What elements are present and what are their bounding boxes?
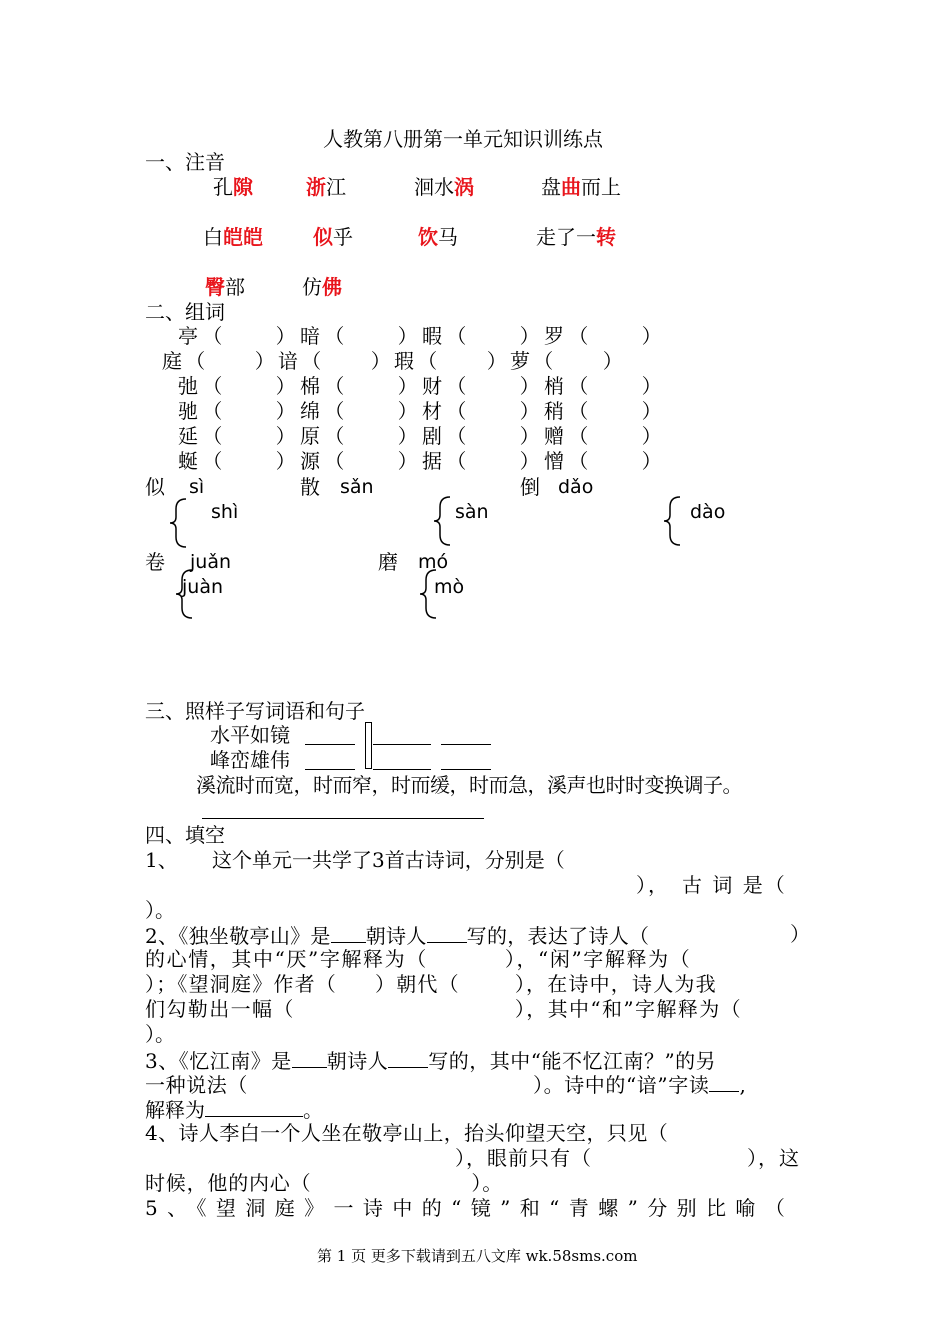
- question-text: 4、诗人李白一个人坐在敬亭山上，抬头仰望天空，只见（: [145, 1121, 669, 1145]
- pinyin-word: 臀部: [205, 275, 245, 299]
- section-2-heading: 二、组词: [145, 300, 225, 324]
- text-cursor-box: [365, 722, 372, 769]
- section-1-heading: 一、注音: [145, 150, 225, 174]
- pinyin-word: 走了一转: [536, 225, 616, 249]
- poly-char: 似: [145, 475, 165, 499]
- poly-char: 磨: [378, 550, 398, 574]
- question-text: ），眼前只有（ ），这: [455, 1146, 800, 1170]
- word-group-row: 庭（ ）谙（ ）瑕（ ）萝（ ）: [162, 349, 626, 373]
- poly-pinyin: juàn: [182, 576, 224, 598]
- question-text: ）。: [145, 1022, 175, 1046]
- answer-blank[interactable]: [305, 744, 355, 745]
- pinyin-word: 似乎: [313, 225, 353, 249]
- poly-pinyin: dǎo: [558, 476, 594, 498]
- question-text: 一种说法（ ）。诗中的“谙”字读 ,: [145, 1073, 747, 1097]
- answer-blank[interactable]: [441, 744, 491, 745]
- pinyin-word: 盘曲而上: [541, 175, 621, 199]
- poly-pinyin: dào: [690, 501, 726, 523]
- pinyin-word: 洄水涡: [414, 175, 474, 199]
- brace-icon: [432, 495, 454, 547]
- question-text: 5、《望洞庭》一诗中的“镜”和“青螺”分别比喻（: [145, 1196, 795, 1220]
- poly-char: 卷: [145, 550, 165, 574]
- question-text: 解释为 。: [145, 1098, 323, 1122]
- question-text: 2、《独坐敬亭山》是 朝诗人 写的，表达了诗人（: [145, 924, 650, 948]
- question-text: 3、《忆江南》是 朝诗人 写的，其中“能不忆江南？”的另: [145, 1049, 717, 1073]
- example-word: 峰峦雄伟: [210, 748, 290, 772]
- answer-blank[interactable]: [305, 769, 355, 770]
- answer-blank[interactable]: [202, 818, 484, 819]
- brace-icon: [662, 495, 684, 547]
- answer-blank[interactable]: [441, 769, 491, 770]
- example-sentence: 溪流时而宽，时而窄，时而缓，时而急，溪声也时时变换调子。: [196, 773, 742, 797]
- question-text: 这个单元一共学了3首古诗词，分别是（: [212, 848, 565, 872]
- word-group-row: 亭（ ）暗（ ）暇（ ）罗（ ）: [178, 324, 666, 348]
- section-4-heading: 四、填空: [145, 823, 225, 847]
- question-text: ）: [790, 922, 810, 946]
- poly-pinyin: sì: [189, 476, 205, 498]
- word-group-row: 弛（ ）棉（ ）财（ ）梢（ ）: [178, 374, 666, 398]
- poly-char: 散: [300, 475, 320, 499]
- word-group-row: 驰（ ）绵（ ）材（ ）稍（ ）: [178, 399, 666, 423]
- poly-pinyin: sǎn: [340, 476, 374, 498]
- poly-pinyin: mó: [418, 551, 449, 573]
- word-group-row: 蜒（ ）源（ ）据（ ）憎（ ）: [178, 449, 666, 473]
- question-number: 1、: [145, 848, 178, 872]
- pinyin-word: 白皑皑: [203, 225, 263, 249]
- answer-blank[interactable]: [373, 769, 431, 770]
- question-text: ）；《望洞庭》作者（ ）朝代（ ），在诗中，诗人为我: [145, 972, 717, 996]
- question-text: 们勾勒出一幅（ ），其中“和”字解释为（: [145, 997, 743, 1021]
- poly-pinyin: sàn: [455, 501, 489, 523]
- page-footer: 第 1 页 更多下载请到五八文库 wk.58sms.com: [317, 1247, 638, 1265]
- pinyin-word: 饮马: [418, 225, 458, 249]
- poly-pinyin: shì: [211, 501, 239, 523]
- answer-blank[interactable]: [373, 744, 431, 745]
- word-group-row: 延（ ）原（ ）剧（ ）赠（ ）: [178, 424, 666, 448]
- question-text: 的心情，其中“厌”字解释为（ ），“闲”字解释为（: [145, 947, 692, 971]
- question-text: ）。: [145, 898, 175, 922]
- example-word: 水平如镜: [210, 723, 290, 747]
- poly-pinyin: mò: [434, 576, 465, 598]
- pinyin-word: 浙江: [306, 175, 346, 199]
- brace-icon: [168, 497, 190, 549]
- pinyin-word: 孔隙: [213, 175, 253, 199]
- page-title: 人教第八册第一单元知识训练点: [323, 127, 603, 151]
- poly-pinyin: juǎn: [190, 551, 232, 573]
- question-text: 时候，他的内心（ ）。: [145, 1171, 504, 1195]
- section-3-heading: 三、照样子写词语和句子: [145, 699, 365, 723]
- pinyin-word: 仿佛: [302, 275, 342, 299]
- poly-char: 倒: [520, 475, 540, 499]
- question-text: ）， 古 词 是（: [636, 873, 787, 897]
